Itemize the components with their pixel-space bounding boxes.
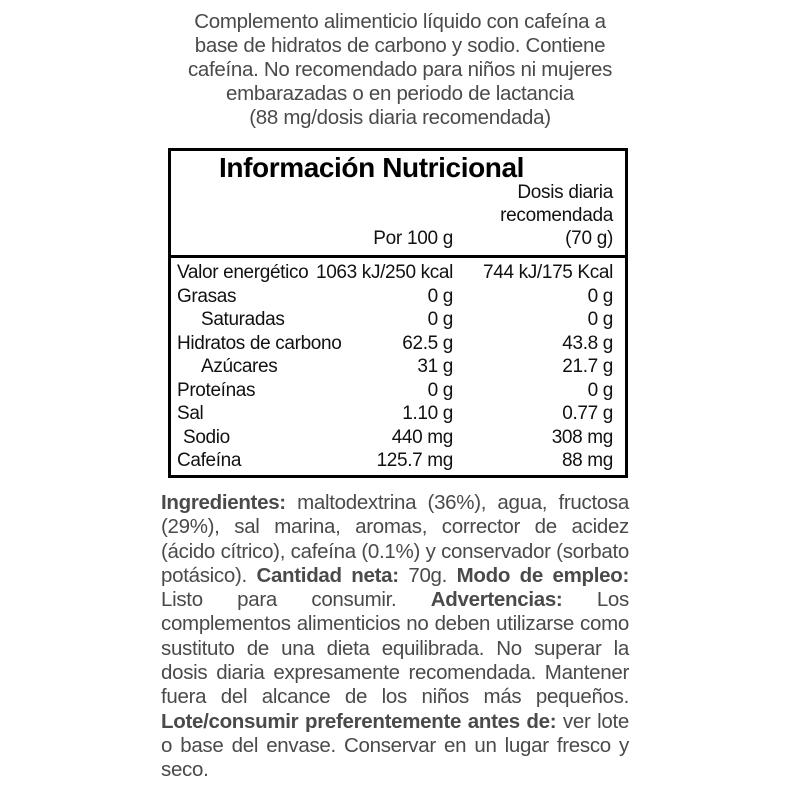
nutrition-facts-table: [168, 148, 628, 478]
description-line: cafeína. No recomendado para niños ni mujeres: [187, 58, 613, 81]
net-quantity-text: 70g.: [398, 563, 457, 587]
table-row: [171, 402, 625, 426]
row-value-per-dose: 744 kJ/175 Kcal: [483, 262, 613, 283]
warnings-text: Los complementos alimenticios no deben utilizarse como sustituto de una dieta equilibrada. No superar la dosis diaria expresamente recomendada. Mantener fuera del alcance de los niños más pequeños.: [161, 588, 629, 709]
row-value-per-100g: 1.10 g: [402, 403, 453, 424]
ingredients-paragraph: [161, 491, 629, 783]
row-value-per-dose: 0 g: [587, 379, 613, 401]
usage-label: Modo de empleo:: [456, 563, 629, 587]
description-line: Complemento alimenticio líquido con cafeína a: [194, 10, 606, 33]
table-row: [171, 308, 625, 332]
row-value-per-100g: 440 mg: [391, 426, 453, 448]
row-label: Hidratos de carbono: [177, 332, 342, 354]
row-value-per-dose: 0 g: [587, 309, 613, 330]
row-label: Sodio: [183, 426, 230, 448]
header-divider: [171, 255, 625, 258]
product-description: [160, 10, 640, 130]
row-label: Proteínas: [177, 379, 256, 401]
row-value-per-100g: 62.5 g: [402, 332, 453, 354]
table-row: [171, 426, 625, 450]
row-value-per-100g: 125.7 mg: [376, 450, 453, 471]
nutrition-rows: [171, 261, 625, 473]
column-header-per-100g: Por 100 g: [373, 228, 453, 249]
usage-text: Listo para consumir.: [161, 588, 431, 612]
warnings-label: Advertencias:: [430, 588, 563, 612]
row-label: Grasas: [177, 285, 237, 307]
description-line: embarazadas o en periodo de lactancia: [226, 82, 574, 105]
row-value-per-dose: 88 mg: [561, 450, 613, 471]
nutrition-title: Información Nutricional: [219, 152, 525, 183]
dose-header-line: (70 g): [565, 228, 613, 249]
row-value-per-100g: 0 g: [427, 309, 453, 330]
row-value-per-dose: 308 mg: [551, 426, 613, 448]
dose-header-line: Dosis diaria: [517, 182, 613, 203]
description-line: (88 mg/dosis diaria recomendada): [249, 106, 551, 129]
lot-label: Lote/consumir preferentemente antes de:: [161, 709, 557, 733]
ingredients-label: Ingredientes:: [161, 491, 286, 514]
row-label: Saturadas: [201, 309, 285, 330]
row-label: Valor energético: [177, 262, 309, 283]
description-line: base de hidratos de carbono y sodio. Contiene: [194, 34, 606, 57]
row-value-per-dose: 0 g: [587, 285, 613, 307]
ingredients-text: maltodextrina (36%), agua, fructosa (29%), sal marina, aromas, corrector de acidez (ácido cítrico), cafeína (0.1%) y conservador (sorbato potásico).: [161, 491, 629, 587]
lot-text: ver lote o base del envase. Conservar en un lugar fresco y seco.: [161, 709, 629, 782]
table-row: [171, 332, 625, 356]
table-row: [171, 449, 625, 473]
row-value-per-dose: 21.7 g: [562, 356, 613, 377]
row-value-per-dose: 43.8 g: [562, 332, 613, 354]
column-header-daily-dose: [500, 181, 613, 250]
dose-header-line: recomendada: [500, 205, 613, 226]
row-label: Azúcares: [201, 356, 278, 377]
row-value-per-dose: 0.77 g: [562, 403, 613, 424]
table-row: [171, 379, 625, 403]
table-row: [171, 261, 625, 285]
net-quantity-label: Cantidad neta:: [256, 563, 399, 587]
row-value-per-100g: 31 g: [417, 356, 453, 377]
row-value-per-100g: 0 g: [427, 285, 453, 307]
table-row: [171, 285, 625, 309]
row-value-per-100g: 0 g: [427, 379, 453, 401]
row-value-per-100g: 1063 kJ/250 kcal: [316, 262, 453, 283]
table-row: [171, 355, 625, 379]
row-label: Cafeína: [177, 450, 242, 471]
row-label: Sal: [177, 403, 204, 424]
